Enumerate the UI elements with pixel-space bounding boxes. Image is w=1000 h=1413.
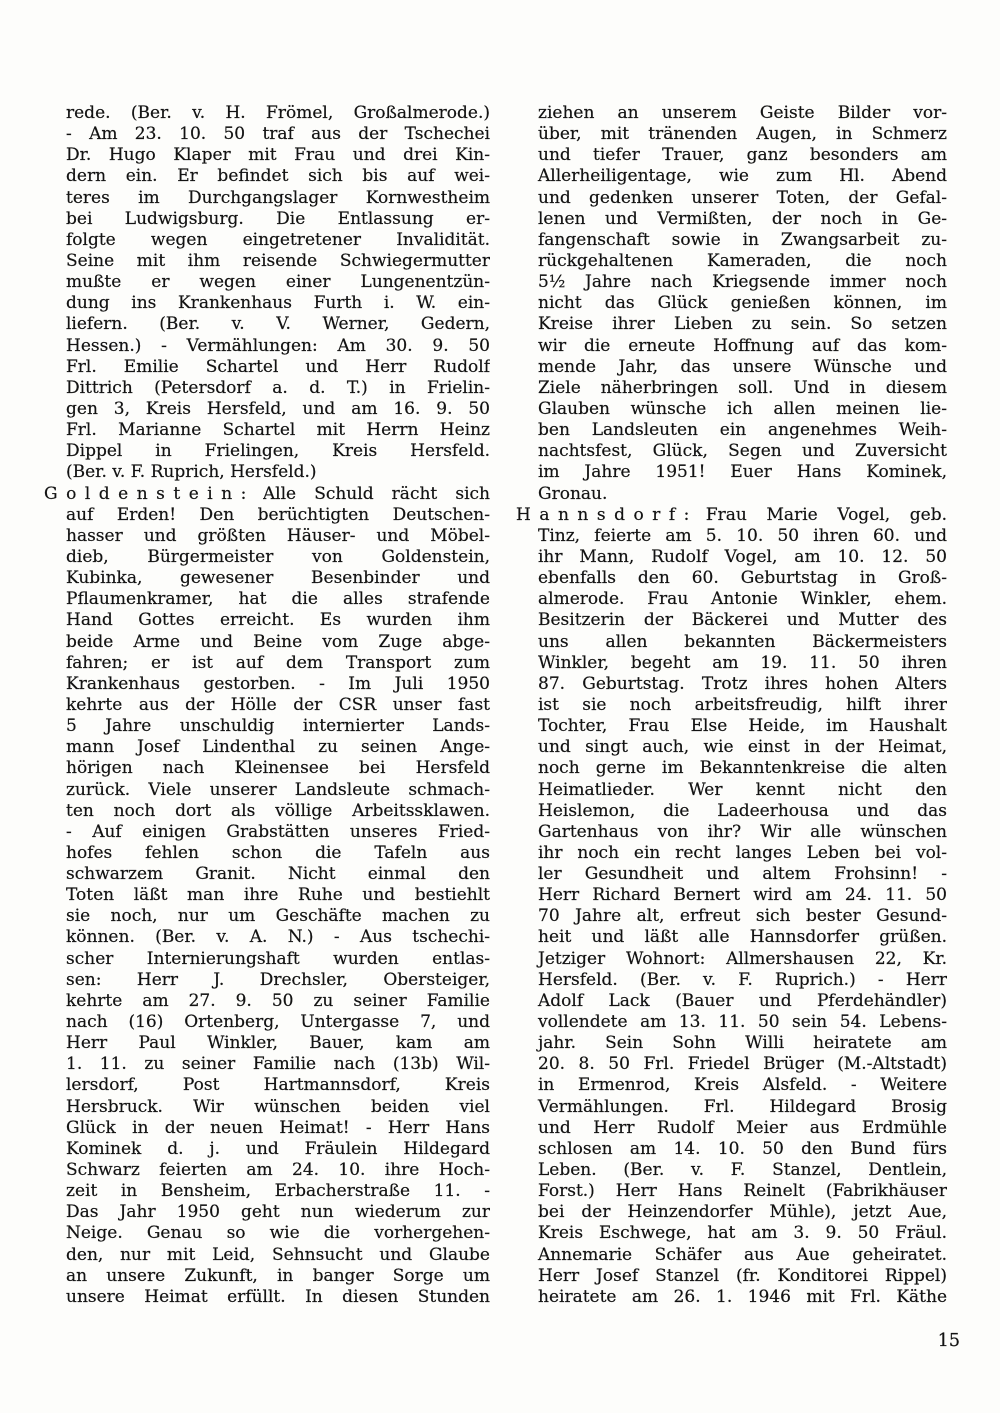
text-line: sen: Herr J. Drechsler, Obersteiger, <box>66 969 490 990</box>
text-line: können. (Ber. v. A. N.) - Aus tschechi- <box>66 927 490 948</box>
text-column-left <box>44 103 490 1308</box>
text-line: 70 Jahre alt, erfreut sich bester Gesund- <box>538 906 947 927</box>
text-line <box>44 484 490 505</box>
text-line: Forst.) Herr Hans Reinelt (Fabrikhäuser <box>538 1181 947 1202</box>
text-line: Hersbruck. Wir wünschen beiden viel <box>66 1096 490 1117</box>
text-line: unsere Heimat erfüllt. In diesen Stunden <box>66 1286 490 1307</box>
text-line: Dr. Hugo Klaper mit Frau und drei Kin- <box>66 145 490 166</box>
text-line: an unsere Zukunft, in banger Sorge um <box>66 1265 490 1286</box>
text-line: Das Jahr 1950 geht nun wiederum zur <box>66 1202 490 1223</box>
text-line: und Herr Rudolf Meier aus Erdmühle <box>538 1117 947 1138</box>
text-line: zeit in Bensheim, Erbacherstraße 11. - <box>66 1181 490 1202</box>
text-line: schlosen am 14. 10. 50 den Bund fürs <box>538 1138 947 1159</box>
text-line: Adolf Lack (Bauer und Pferdehändler) <box>538 990 947 1011</box>
text-line: Heimatlieder. Wer kennt nicht den <box>538 779 947 800</box>
text-line: Herr Richard Bernert wird am 24. 11. 50 <box>538 885 947 906</box>
text-line: Kubinka, gewesener Besenbinder und <box>66 568 490 589</box>
text-line: jahr. Sein Sohn Willi heiratete am <box>538 1033 947 1054</box>
text-line: Heislemon, die Ladeerhousa und das <box>538 800 947 821</box>
text-line: folgte wegen eingetretener Invalidität. <box>66 229 490 250</box>
text-line: zurück. Viele unserer Landsleute schmach- <box>66 779 490 800</box>
text-line: dern ein. Er befindet sich bis auf wei- <box>66 166 490 187</box>
text-line: kehrte am 27. 9. 50 zu seiner Familie <box>66 990 490 1011</box>
text-line: Ziele näherbringen soll. Und in diesem <box>538 377 947 398</box>
text-line: Neige. Genau so wie die vorhergehen- <box>66 1223 490 1244</box>
text-line: Annemarie Schäfer aus Aue geheiratet. <box>538 1244 947 1265</box>
page-number: 15 <box>937 1331 960 1351</box>
text-line: mende Jahr, das unsere Wünsche und <box>538 356 947 377</box>
text-line: mußte er wegen einer Lungenentzün- <box>66 272 490 293</box>
text-line: scher Internierungshaft wurden entlas- <box>66 948 490 969</box>
text-line: Hersfeld. (Ber. v. F. Ruprich.) - Herr <box>538 969 947 990</box>
text-line: Vermählungen. Frl. Hildegard Brosig <box>538 1096 947 1117</box>
line-text: Alle Schuld rächt sich <box>262 483 490 504</box>
text-line: (Ber. v. F. Ruprich, Hersfeld.) <box>66 462 317 483</box>
text-line: im Jahre 1951! Euer Hans Kominek, <box>538 462 947 483</box>
text-line: und singt auch, wie einst in der Heimat, <box>538 737 947 758</box>
text-line: 5½ Jahre nach Kriegsende immer noch <box>538 272 947 293</box>
text-line: Glauben wünsche ich allen meinen lie- <box>538 398 947 419</box>
text-line: Herr Paul Winkler, Bauer, kam am <box>66 1033 490 1054</box>
text-line: bei Ludwigsburg. Die Entlassung er- <box>66 208 490 229</box>
text-line: in Ermenrod, Kreis Alsfeld. - Weitere <box>538 1075 947 1096</box>
text-line: ler Gesundheit und altem Frohsinn! - <box>538 864 947 885</box>
text-line: noch gerne im Bekanntenkreise die alten <box>538 758 947 779</box>
text-line: nachtsfest, Glück, Segen und Zuversicht <box>538 441 947 462</box>
text-line: hofes fehlen schon die Tafeln aus <box>66 842 490 863</box>
text-line: den, nur mit Leid, Sehnsucht und Glaube <box>66 1244 490 1265</box>
text-line: Winkler, begeht am 19. 11. 50 ihren <box>538 652 947 673</box>
text-line: fangenschaft sowie in Zwangsarbeit zu- <box>538 229 947 250</box>
text-line: Kominek d. j. und Fräulein Hildegard <box>66 1138 490 1159</box>
text-line: heit und läßt alle Hannsdorfer grüßen. <box>538 927 947 948</box>
text-line: schwarzem Granit. Nicht einmal den <box>66 864 490 885</box>
text-line: Allerheiligentage, wie zum Hl. Abend <box>538 166 947 187</box>
text-line: dieb, Bürgermeister von Goldenstein, <box>66 546 490 567</box>
text-line: uns allen bekannten Bäckermeisters <box>538 631 947 652</box>
text-line: ist sie noch arbeitsfreudig, hilft ihrer <box>538 694 947 715</box>
text-line: sie noch, nur um Geschäfte machen zu <box>66 906 490 927</box>
text-line: hasser und größten Häuser- und Möbel- <box>66 525 490 546</box>
text-line: kehrte aus der Hölle der CSR unser fast <box>66 694 490 715</box>
text-line: Herr Josef Stanzel (fr. Konditorei Rippel) <box>538 1265 947 1286</box>
text-line: dung ins Krankenhaus Furth i. W. ein- <box>66 293 490 314</box>
text-line: nicht das Glück genießen können, im <box>538 293 947 314</box>
text-line: ebenfalls den 60. Geburtstag in Groß- <box>538 568 947 589</box>
text-line: und gedenken unserer Toten, der Gefal- <box>538 187 947 208</box>
text-line: Tochter, Frau Else Heide, im Haushalt <box>538 716 947 737</box>
text-line: heiratete am 26. 1. 1946 mit Frl. Käthe <box>538 1286 947 1307</box>
text-line: lersdorf, Post Hartmannsdorf, Kreis <box>66 1075 490 1096</box>
text-line: beide Arme und Beine vom Zuge abge- <box>66 631 490 652</box>
text-line: lenen und Vermißten, der noch in Ge- <box>538 208 947 229</box>
text-line: Tinz, feierte am 5. 10. 50 ihren 60. und <box>538 525 947 546</box>
text-line: Frl. Emilie Schartel und Herr Rudolf <box>66 356 490 377</box>
text-line: Glück in der neuen Heimat! - Herr Hans <box>66 1117 490 1138</box>
text-line: Frl. Marianne Schartel mit Herrn Heinz <box>66 420 490 441</box>
paragraph-lead: Hannsdorf: <box>516 504 698 525</box>
text-line: Pflaumenkramer, hat die alles strafende <box>66 589 490 610</box>
text-line: Toten läßt man ihre Ruhe und bestiehlt <box>66 885 490 906</box>
text-line: Krankenhaus gestorben. - Im Juli 1950 <box>66 673 490 694</box>
text-line: ihr Mann, Rudolf Vogel, am 10. 12. 50 <box>538 546 947 567</box>
line-text: Frau Marie Vogel, geb. <box>705 504 947 525</box>
text-line: nach (16) Ortenberg, Untergasse 7, und <box>66 1012 490 1033</box>
text-line: 87. Geburtstag. Trotz ihres hohen Alters <box>538 673 947 694</box>
text-line: fahren; er ist auf dem Transport zum <box>66 652 490 673</box>
text-line: ten noch dort als völlige Arbeitssklawen. <box>66 800 490 821</box>
text-line: Hand Gottes erreicht. Es wurden ihm <box>66 610 490 631</box>
text-line: Seine mit ihm reisende Schwiegermutter <box>66 250 490 271</box>
text-line: mann Josef Lindenthal zu seinen Ange- <box>66 737 490 758</box>
text-line: Dippel in Frielingen, Kreis Hersfeld. <box>66 441 490 462</box>
text-line: Hessen.) - Vermählungen: Am 30. 9. 50 <box>66 335 490 356</box>
text-line <box>516 505 947 526</box>
text-line: über, mit tränenden Augen, in Schmerz <box>538 124 947 145</box>
text-line: rede. (Ber. v. H. Frömel, Großalmerode.) <box>66 103 490 123</box>
text-line: Besitzerin der Bäckerei und Mutter des <box>538 610 947 631</box>
text-line: Leben. (Ber. v. F. Stanzel, Dentlein, <box>538 1160 947 1181</box>
text-line: wir die erneute Hoffnung auf das kom- <box>538 335 947 356</box>
text-line: ziehen an unserem Geiste Bilder vor- <box>538 103 947 123</box>
text-line: 20. 8. 50 Frl. Friedel Brüger (M.-Altstadt) <box>538 1054 947 1075</box>
text-line: Schwarz feierten am 24. 10. ihre Hoch- <box>66 1160 490 1181</box>
text-line: gen 3, Kreis Hersfeld, und am 16. 9. 50 <box>66 398 490 419</box>
text-line: bei der Heinzendorfer Mühle), jetzt Aue, <box>538 1202 947 1223</box>
text-line: - Auf einigen Grabstätten unseres Fried- <box>66 821 490 842</box>
text-column-right <box>516 103 947 1308</box>
text-line: Jetziger Wohnort: Allmershausen 22, Kr. <box>538 948 947 969</box>
text-line: liefern. (Ber. v. V. Werner, Gedern, <box>66 314 490 335</box>
text-line: rückgehaltenen Kameraden, die noch <box>538 250 947 271</box>
text-line: Dittrich (Petersdorf a. d. T.) in Frielin- <box>66 377 490 398</box>
text-line: Gronau. <box>538 483 608 504</box>
text-line: Kreis Eschwege, hat am 3. 9. 50 Fräul. <box>538 1223 947 1244</box>
text-line: 5 Jahre unschuldig internierter Lands- <box>66 716 490 737</box>
text-line: teres im Durchgangslager Kornwestheim <box>66 187 490 208</box>
text-line: - Am 23. 10. 50 traf aus der Tschechei <box>66 124 490 145</box>
text-line: und tiefer Trauer, ganz besonders am <box>538 145 947 166</box>
text-line: hörigen nach Kleinensee bei Hersfeld <box>66 758 490 779</box>
text-line: 1. 11. zu seiner Familie nach (13b) Wil- <box>66 1054 490 1075</box>
text-line: Kreise ihrer Lieben zu sein. So setzen <box>538 314 947 335</box>
text-line: Gartenhaus von ihr? Wir alle wünschen <box>538 821 947 842</box>
text-line: almerode. Frau Antonie Winkler, ehem. <box>538 589 947 610</box>
text-line: vollendete am 13. 11. 50 sein 54. Lebens- <box>538 1012 947 1033</box>
text-line: auf Erden! Den berüchtigten Deutschen- <box>66 504 490 525</box>
paragraph-lead: Goldenstein: <box>44 483 255 504</box>
text-line: ihr noch ein recht langes Leben bei vol- <box>538 842 947 863</box>
text-line: ben Landsleuten ein angenehmes Weih- <box>538 420 947 441</box>
